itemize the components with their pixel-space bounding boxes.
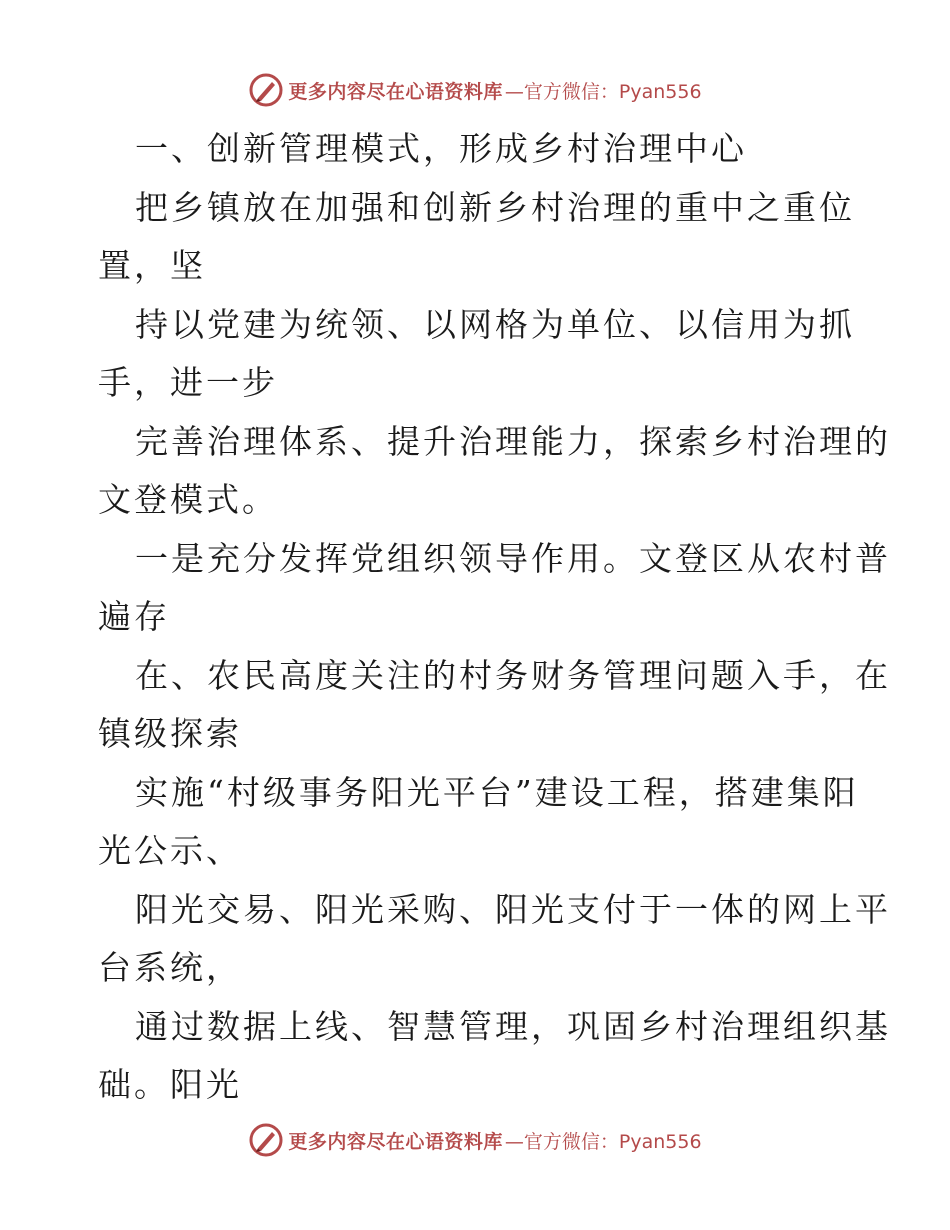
paragraph-line: 遍存: [98, 597, 170, 636]
paragraph-line: 阳光交易、阳光采购、阳光支付于一体的网上平: [135, 889, 891, 929]
paragraph-line: 把乡镇放在加强和创新乡村治理的重中之重位: [135, 187, 855, 227]
paragraph-line: 文登模式。: [98, 480, 278, 519]
pen-logo-icon: [248, 1122, 284, 1158]
document-body: [98, 120, 891, 1115]
paragraph-line: 持以党建为统领、以网格为单位、以信用为抓: [135, 304, 855, 344]
paragraph-line: 一、创新管理模式，形成乡村治理中心: [135, 129, 747, 168]
pen-logo-icon: [248, 72, 284, 108]
watermark-contact: —官方微信：Pyan556: [504, 80, 702, 103]
paragraph-line: 光公示、: [98, 831, 242, 870]
paragraph-line: 在、农民高度关注的村务财务管理问题入手，在: [135, 655, 891, 695]
paragraph-line: 置，坚: [98, 246, 206, 285]
paragraph-line: 通过数据上线、智慧管理，巩固乡村治理组织基: [135, 1006, 891, 1046]
paragraph-line: 手，进一步: [98, 363, 278, 402]
paragraph-line: 镇级探索: [98, 714, 242, 753]
paragraph-line: 完善治理体系、提升治理能力，探索乡村治理的: [135, 421, 891, 461]
watermark-text: 更多内容尽在心语资料库: [288, 1130, 503, 1153]
header-watermark: [0, 70, 950, 110]
watermark-text: 更多内容尽在心语资料库: [288, 80, 503, 103]
watermark-contact: —官方微信：Pyan556: [504, 1130, 702, 1153]
paragraph-line: 一是充分发挥党组织领导作用。文登区从农村普: [135, 538, 891, 578]
paragraph-line: 础。阳光: [98, 1065, 242, 1104]
footer-watermark: [0, 1120, 950, 1160]
paragraph-line: 实施“村级事务阳光平台”建设工程，搭建集阳: [135, 772, 859, 812]
paragraph-line: 台系统，: [98, 948, 242, 987]
